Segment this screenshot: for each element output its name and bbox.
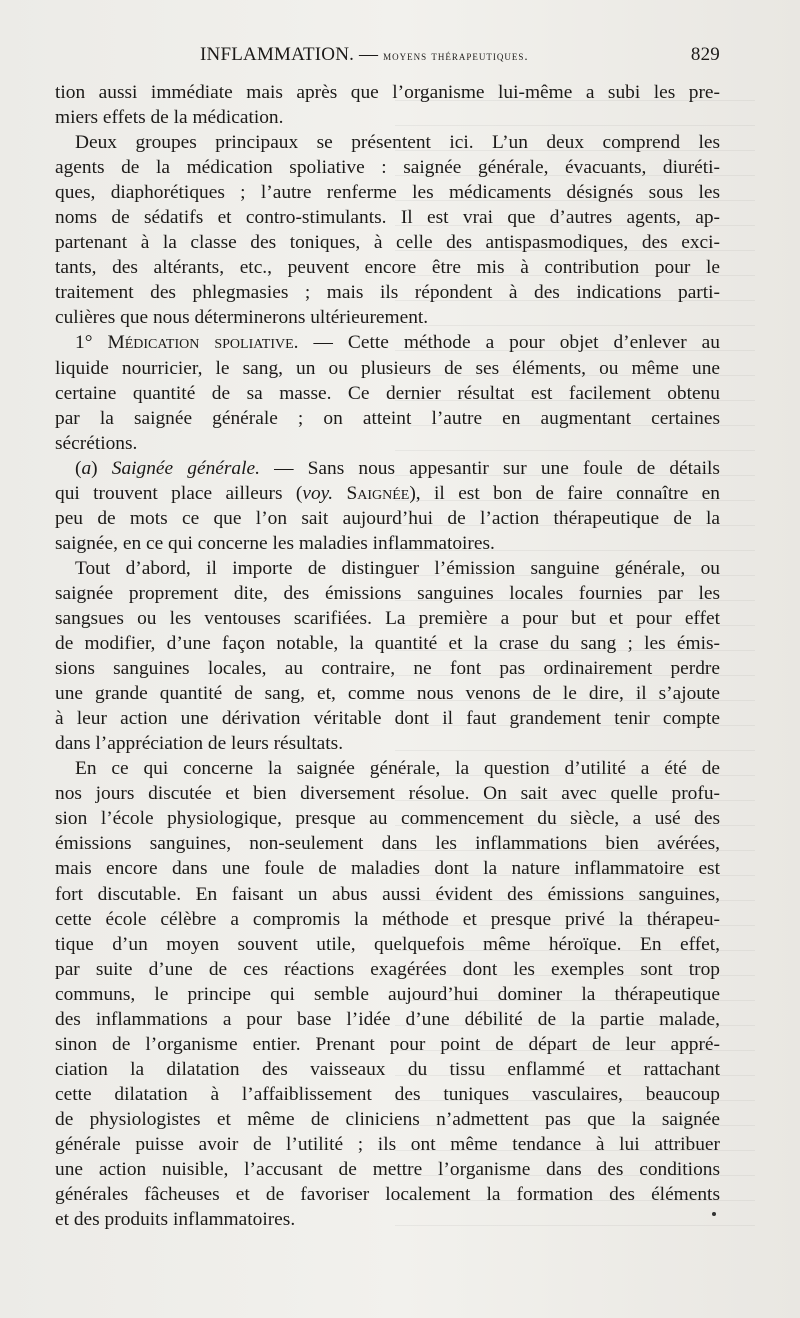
text-line xyxy=(55,982,720,1007)
text-line xyxy=(55,381,720,406)
text-line xyxy=(55,1182,720,1207)
text-run: qui trouvent place ailleurs ( xyxy=(55,482,303,504)
text-line xyxy=(55,305,720,330)
text-run: ciation la dilatation des vaisseaux du tissu enflammé et rattachant xyxy=(55,1058,720,1080)
text-run: Médication spoliative. xyxy=(107,332,299,354)
text-line xyxy=(55,80,720,105)
text-run: voy. xyxy=(302,482,334,504)
running-header xyxy=(55,44,720,74)
text-run: de modifier, d’une façon notable, la quantité et la crase du sang ; les émis- xyxy=(55,633,720,655)
text-line xyxy=(55,330,720,355)
text-run: générales fâcheuses et de favoriser localement la formation des éléments xyxy=(55,1184,720,1206)
text-run: saignée proprement dite, des émissions sanguines locales fournies par les xyxy=(55,582,720,604)
text-run: une action nuisible, l’accusant de mettre l’organisme dans des conditions xyxy=(55,1159,720,1181)
text-line xyxy=(55,481,720,506)
text-run: sions sanguines locales, au contraire, ne font pas ordinairement perdre xyxy=(55,658,720,680)
text-run: sinon de l’organisme entier. Prenant pour point de départ de leur appré- xyxy=(55,1033,720,1055)
text-line xyxy=(55,1132,720,1157)
body-text xyxy=(55,80,720,1232)
text-line xyxy=(55,581,720,606)
text-run: tique d’un moyen souvent utile, quelquefois même héroïque. En effet, xyxy=(55,933,720,955)
text-run: une grande quantité de sang, et, comme nous venons de le dire, il s’ajoute xyxy=(55,683,720,705)
text-line xyxy=(55,1007,720,1032)
text-run: émissions sanguines, non-seulement dans les inflammations bien avérées, xyxy=(55,833,720,855)
text-line xyxy=(55,856,720,881)
text-line xyxy=(55,406,720,431)
text-line xyxy=(55,681,720,706)
text-run: nos jours discutée et bien diversement résolue. On sait avec quelle profu- xyxy=(55,783,720,805)
text-run: peu de mots ce que l’on sait aujourd’hui de l’action thérapeutique de la xyxy=(55,507,720,529)
text-run: à leur action une dérivation véritable dont il faut grandement tenir compte xyxy=(55,708,720,730)
text-line xyxy=(55,957,720,982)
text-run: culières que nous déterminerons ultérieurement. xyxy=(55,307,429,329)
text-line xyxy=(55,1057,720,1082)
text-line xyxy=(55,230,720,255)
text-run: tants, des altérants, etc., peuvent encore être mis à contribution pour le xyxy=(55,257,720,279)
text-line xyxy=(55,932,720,957)
text-line xyxy=(55,556,720,581)
text-line xyxy=(55,831,720,856)
running-title-main: INFLAMMATION. — xyxy=(200,44,384,65)
text-run: Saignée générale. xyxy=(111,457,260,479)
text-run: ( xyxy=(75,457,82,479)
text-line xyxy=(55,606,720,631)
text-run: ques, diaphorétiques ; l’autre renferme les médicaments désignés sous les xyxy=(55,182,720,204)
text-run: miers effets de la médication. xyxy=(55,107,284,129)
ink-dot xyxy=(712,1212,716,1216)
text-line xyxy=(55,130,720,155)
text-run: noms de sédatifs et contro-stimulants. Il est vrai que d’autres agents, ap- xyxy=(55,207,720,229)
text-line xyxy=(55,1107,720,1132)
running-title xyxy=(200,44,529,66)
text-run: sécrétions. xyxy=(55,432,138,454)
text-run xyxy=(333,483,346,504)
text-line xyxy=(55,882,720,907)
text-run: cette école célèbre a compromis la méthode et presque privé la thérapeu- xyxy=(55,908,720,930)
text-line xyxy=(55,105,720,130)
text-run: ), il est bon de faire connaître en xyxy=(409,482,720,504)
text-line xyxy=(55,806,720,831)
text-line xyxy=(55,255,720,280)
text-line xyxy=(55,1082,720,1107)
text-line xyxy=(55,1207,720,1232)
text-run: et des produits inflammatoires. xyxy=(55,1209,296,1231)
text-run: fort discutable. En faisant un abus aussi évident des émissions sanguines, xyxy=(55,883,720,905)
text-run: par suite d’une de ces réactions exagérées dont les exemples sont trop xyxy=(55,958,720,980)
text-run: sion l’école physiologique, presque au commencement du siècle, a usé des xyxy=(55,808,720,830)
text-run: cette dilatation à l’affaiblissement des tuniques vasculaires, beaucoup xyxy=(55,1083,720,1105)
text-run: de physiologistes et même de cliniciens n’admettent pas que la saignée xyxy=(55,1108,720,1130)
text-run: mais encore dans une foule de maladies dont la nature inflammatoire est xyxy=(55,858,720,880)
text-run: certaine quantité de sa masse. Ce dernier résultat est facilement obtenu xyxy=(55,382,720,404)
text-line xyxy=(55,456,720,481)
text-run: dans l’appréciation de leurs résultats. xyxy=(55,733,344,755)
text-line xyxy=(55,907,720,932)
running-title-section: moyens thérapeutiques. xyxy=(383,48,529,63)
text-run: partenant à la classe des toniques, à celle des antispasmodiques, des exci- xyxy=(55,232,720,254)
text-line xyxy=(55,656,720,681)
text-line xyxy=(55,1157,720,1182)
text-run: traitement des phlegmasies ; mais ils répondent à des indications parti- xyxy=(55,282,720,304)
text-run: ) xyxy=(91,457,112,479)
text-run: saignée, en ce qui concerne les maladies inflammatoires. xyxy=(55,532,495,554)
text-run: des inflammations a pour base l’idée d’une débilité de la partie malade, xyxy=(55,1008,720,1030)
text-line xyxy=(55,205,720,230)
text-line xyxy=(55,781,720,806)
text-line xyxy=(55,706,720,731)
text-run: — Sans nous appesantir sur une foule de détails xyxy=(259,457,720,479)
text-line xyxy=(55,280,720,305)
text-line xyxy=(55,731,720,756)
text-line xyxy=(55,531,720,556)
text-line xyxy=(55,1032,720,1057)
text-run: Tout d’abord, il importe de distinguer l’émission sanguine générale, ou xyxy=(75,557,720,579)
page-number: 829 xyxy=(690,44,720,65)
text-line xyxy=(55,356,720,381)
text-run: — Cette méthode a pour objet d’enlever au xyxy=(298,332,720,354)
text-run: communs, le principe qui semble aujourd’hui dominer la thérapeutique xyxy=(55,983,720,1005)
text-run: par la saignée générale ; on atteint l’autre en augmentant certaines xyxy=(55,407,720,429)
text-line xyxy=(55,631,720,656)
text-run: Saignée xyxy=(346,482,410,504)
text-run: agents de la médication spoliative : saignée générale, évacuants, diuréti- xyxy=(55,157,720,179)
text-run: liquide nourricier, le sang, un ou plusieurs de ses éléments, ou même une xyxy=(55,357,720,379)
text-line xyxy=(55,180,720,205)
text-line xyxy=(55,756,720,781)
text-run: sangsues ou les ventouses scarifiées. La première a pour but et pour effet xyxy=(55,607,720,629)
text-run: générale puisse avoir de l’utilité ; ils ont même tendance à lui attribuer xyxy=(55,1133,720,1155)
text-line xyxy=(55,431,720,456)
text-run: a xyxy=(81,457,92,479)
text-run: Deux groupes principaux se présentent ici. L’un deux comprend les xyxy=(75,132,720,154)
text-line xyxy=(55,155,720,180)
text-run: En ce qui concerne la saignée générale, la question d’utilité a été de xyxy=(75,758,720,780)
text-run: tion aussi immédiate mais après que l’organisme lui-même a subi les pre- xyxy=(55,82,720,103)
text-line xyxy=(55,506,720,531)
text-run: 1° xyxy=(75,332,108,354)
